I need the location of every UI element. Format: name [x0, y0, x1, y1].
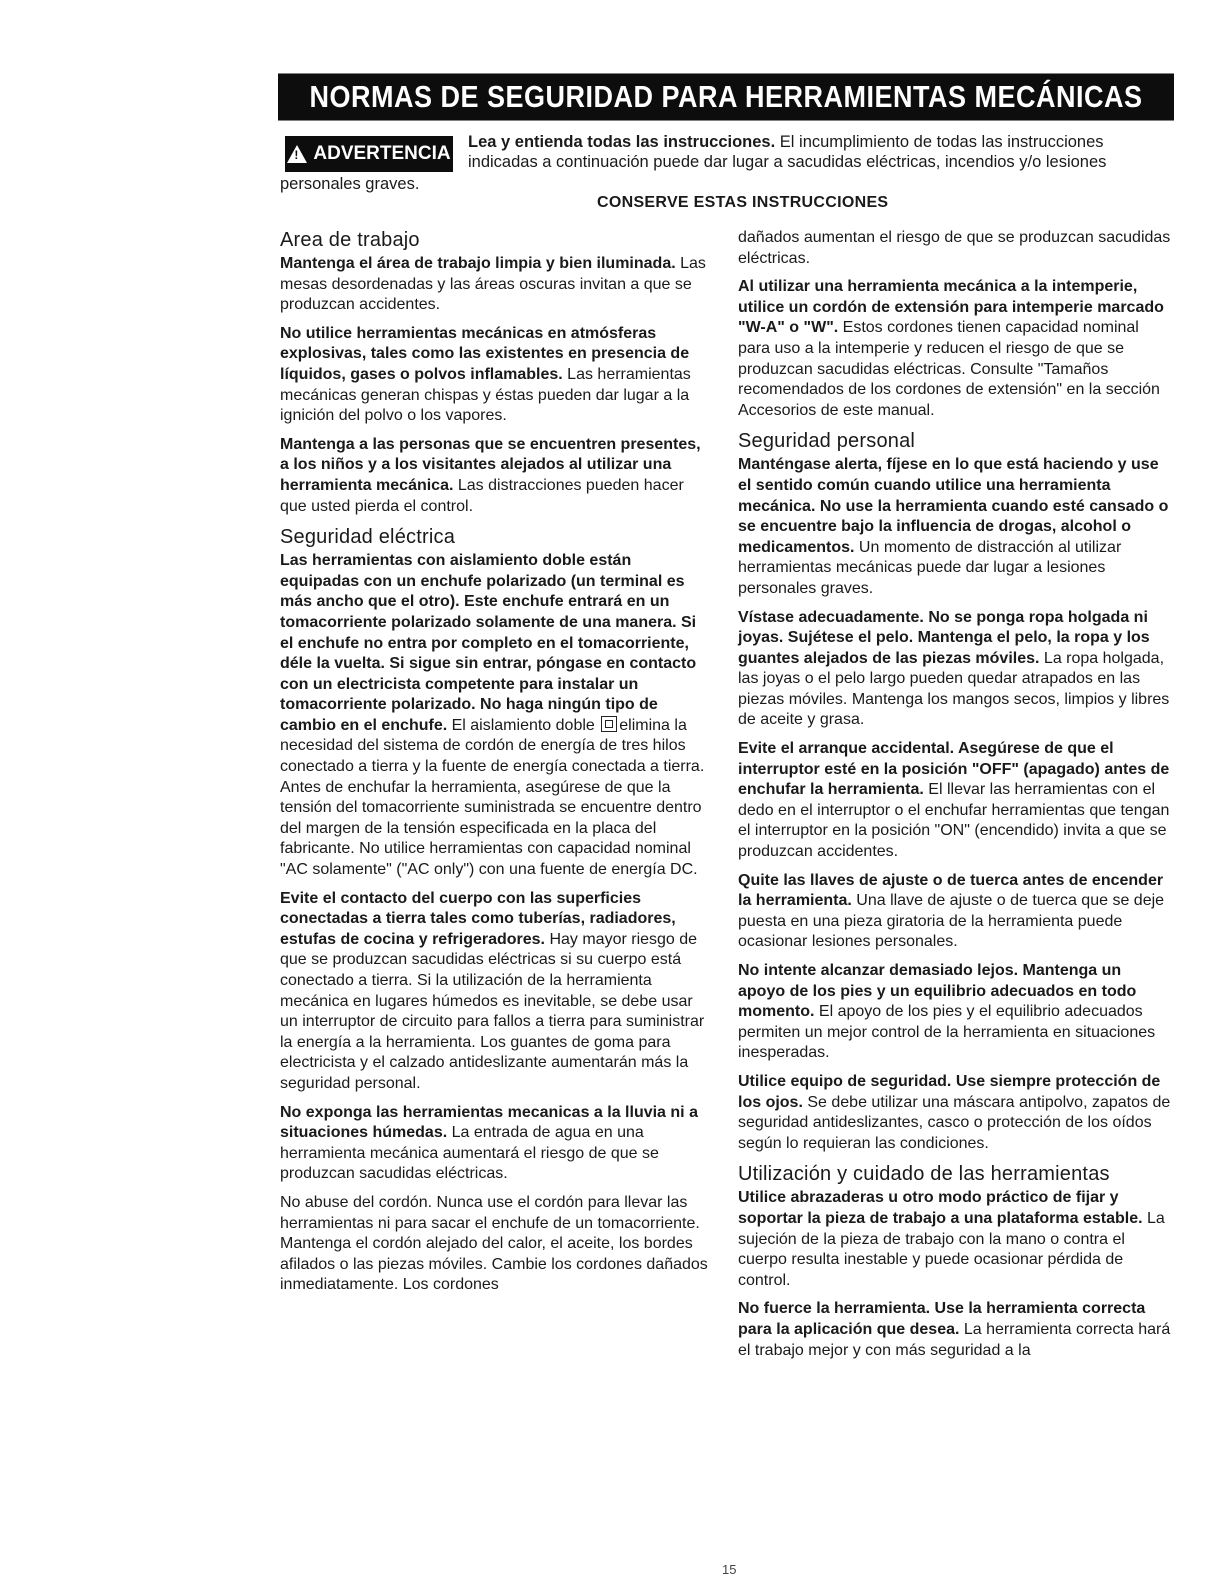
page-title-banner	[278, 73, 1174, 120]
paragraph: Evite el contacto del cuerpo con las superficies conectadas a tierra tales como tuberías, radiadores, estufas de cocina y refrigeradores. Hay mayor riesgo de que se produzcan sacudidas eléctricas si su cuerpo está conectado a tierra. Si la utilización de la herramienta mecánica en lugares húmedos es inevitable, se debe usar un interruptor de circuito para fallos a tierra para suministrar la energía a la herramienta. Los guantes de goma para electricista y el calzado antideslizante aumentarán más la seguridad personal.	[280, 889, 705, 1092]
warning-badge	[285, 136, 453, 172]
paragraph: Quite las llaves de ajuste o de tuerca antes de encender la herramienta. Una llave de ajuste o de tuerca que se deje puesta en una pieza giratoria de la herramienta puede ocasionar lesiones personales.	[738, 871, 1165, 951]
warning-label: ADVERTENCIA	[313, 143, 451, 164]
paragraph: No abuse del cordón. Nunca use el cordón para llevar las herramientas ni para sacar el enchufe de un tomacorriente. Mantenga el cordón alejado del calor, el aceite, los bordes afilados o las piezas móviles. Cambie los cordones dañados inmediatamente. Los cordones	[280, 1193, 708, 1294]
left-column	[280, 228, 712, 1304]
paragraph: Vístase adecuadamente. No se ponga ropa holgada ni joyas. Sujétese el pelo. Mantenga el pelo, la ropa y los guantes alejados de las piezas móviles. La ropa holgada, las joyas o el pelo largo pueden quedar atrapados en las piezas móviles. Mantenga los mangos secos, limpios y libres de aceite y grasa.	[738, 608, 1170, 729]
paragraph: No utilice herramientas mecánicas en atmósferas explosivas, tales como las existentes en presencia de líquidos, gases o polvos inflamables. Las herramientas mecánicas generan chispas y éstas pueden dar lugar a la ignición del polvo o los vapores.	[280, 324, 691, 425]
paragraph: Mantenga el área de trabajo limpia y bien iluminada. Las mesas desordenadas y las áreas oscuras invitan a que se produzcan accidentes.	[280, 255, 706, 314]
paragraph: Las herramientas con aislamiento doble están equipadas con un enchufe polarizado (un terminal es más ancho que el otro). Este enchufe entrará en un tomacorriente polarizado solamente de una manera. Si el enchufe no entra por completo en el tomacorriente, déle la vuelta. Si sigue sin entrar, póngase en contacto con un electricista competente para instalar un tomacorriente polarizado. No haga ningún tipo de cambio en el enchufe. El aislamiento doble elimina la necesidad del sistema de cordón de energía de tres hilos conectado a tierra y la fuente de energía conectada a tierra. Antes de enchufar la herramienta, asegúrese de que la tensión del tomacorriente suministrada se encuentre dentro del margen de la tensión especificada en la placa del fabricante. No utilice herramientas con capacidad nominal "AC solamente" ("AC only") con una fuente de energía DC.	[280, 552, 705, 879]
section-heading-area: Area de trabajo	[280, 229, 420, 251]
paragraph: Mantenga a las personas que se encuentren presentes, a los niños y a los visitantes alejados al utilizar una herramienta mecánica. Las distracciones pueden hacer que usted pierda el control.	[280, 435, 701, 515]
paragraph: No fuerce la herramienta. Use la herramienta correcta para la aplicación que desea. La herramienta correcta hará el trabajo mejor y con más seguridad a la	[738, 1300, 1171, 1359]
paragraph: dañados aumentan el riesgo de que se produzcan sacudidas eléctricas.	[738, 229, 1171, 267]
paragraph: Manténgase alerta, fíjese en lo que está haciendo y use el sentido común cuando utilice una herramienta mecánica. No use la herramienta cuando esté cansado o se encuentre bajo la influencia de drogas, alcohol o medicamentos. Un momento de distracción al utilizar herramientas mecánicas puede dar lugar a lesiones personales graves.	[738, 456, 1169, 597]
paragraph: Utilice abrazaderas u otro modo práctico de fijar y soportar la pieza de trabajo a una plataforma estable. La sujeción de la pieza de trabajo con la mano o contra el cuerpo resulta inestable y puede ocasionar pérdida de control.	[738, 1189, 1165, 1289]
paragraph: Utilice equipo de seguridad. Use siempre protección de los ojos. Se debe utilizar una máscara antipolvo, zapatos de seguridad antideslizantes, casco o protección de los oídos según lo requieran las condiciones.	[738, 1072, 1171, 1152]
page-number: 15	[722, 1562, 737, 1577]
page-title: NORMAS DE SEGURIDAD PARA HERRAMIENTAS MECÁNICAS	[309, 79, 1143, 114]
intro-text: Lea y entienda todas las instrucciones. El incumplimiento de todas las instrucciones indicadas a continuación puede dar lugar a sacudidas eléctricas, incendios y/o lesiones	[468, 133, 1107, 171]
intro-tail: personales graves.	[280, 175, 420, 193]
paragraph: Al utilizar una herramienta mecánica a la intemperie, utilice un cordón de extensión para intemperie marcado "W-A" o "W". Estos cordones tienen capacidad nominal para uso a la intemperie y reducen el riesgo de que se produzcan sacudidas eléctricas. Consulte "Tamaños recomendados de los cordones de extensión" en la sección Accesorios de este manual.	[738, 278, 1164, 419]
section-heading-util: Utilización y cuidado de las herramientas	[738, 1163, 1110, 1186]
paragraph: Evite el arranque accidental. Asegúrese de que el interruptor esté en la posición "OFF" (apagado) antes de enchufar la herramienta. El llevar las herramientas con el dedo en el interruptor o el enchufar herramientas que tengan el interruptor en la posición "ON" (encendido) invita a que se produzcan accidentes.	[738, 740, 1170, 861]
paragraph: No exponga las herramientas mecanicas a la lluvia ni a situaciones húmedas. La entrada de agua en una herramienta mecánica aumentará el riesgo de que se produzcan sacudidas eléctricas.	[280, 1103, 698, 1183]
section-heading-pers: Seguridad personal	[738, 430, 916, 453]
right-column	[738, 228, 1172, 1369]
section-heading-elec: Seguridad eléctrica	[280, 526, 456, 549]
warning-triangle-icon	[287, 145, 307, 163]
double-insulation-icon	[601, 716, 617, 732]
conserve-heading: CONSERVE ESTAS INSTRUCCIONES	[597, 194, 889, 211]
paragraph: No intente alcanzar demasiado lejos. Mantenga un apoyo de los pies y un equilibrio adecuados en todo momento. El apoyo de los pies y el equilibrio adecuados permiten un mejor control de la herramienta en situaciones inesperadas.	[738, 962, 1156, 1062]
